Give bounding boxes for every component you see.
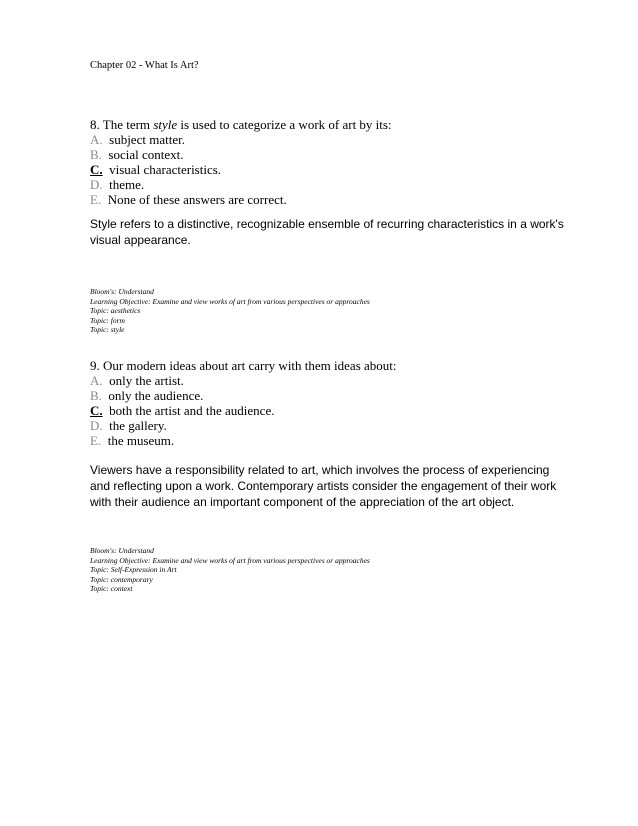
- metadata-8: [90, 287, 590, 335]
- question-9: [90, 358, 590, 448]
- option-text: only the artist.: [109, 373, 184, 388]
- meta-line: Topic: contemporary: [90, 574, 153, 584]
- meta-line: Topic: Self-Expression in Art: [90, 565, 177, 574]
- option-text: the museum.: [107, 433, 175, 448]
- option-text: the gallery.: [109, 418, 167, 433]
- option-d: [90, 418, 590, 433]
- question-stem: 9. Our modern ideas about art carry with them ideas about:: [90, 358, 397, 373]
- explanation-9: Viewers have a responsibility related to art, which involves the process of experiencing and reflecting upon a work. Contemporary artists consider the engagement of their work with their audience an important component of the appreciation of the art object.: [90, 463, 557, 509]
- option-letter: E.: [90, 433, 102, 448]
- option-letter: A.: [90, 132, 103, 147]
- option-text: social context.: [108, 147, 184, 162]
- option-letter-correct: C.: [90, 162, 103, 177]
- option-c-correct: [90, 162, 590, 177]
- option-text: visual characteristics.: [109, 162, 222, 177]
- metadata-9: [90, 546, 590, 594]
- meta-line: Bloom's: Understand: [90, 546, 154, 555]
- option-b: [90, 388, 590, 403]
- option-letter: A.: [90, 373, 103, 388]
- option-e: [90, 192, 590, 207]
- option-text: None of these answers are correct.: [107, 192, 287, 207]
- option-e: [90, 433, 590, 448]
- stem-text: is used to categorize a work of art by its:: [177, 117, 392, 132]
- option-text: subject matter.: [109, 132, 185, 147]
- meta-line: Learning Objective: Examine and view works of art from various perspectives or approaches: [90, 555, 370, 565]
- question-8: [90, 117, 590, 207]
- option-text: only the audience.: [108, 388, 204, 403]
- option-a: [90, 373, 590, 388]
- option-b: [90, 147, 590, 162]
- option-c-correct: [90, 403, 590, 418]
- option-letter: D.: [90, 177, 103, 192]
- option-letter: E.: [90, 192, 102, 207]
- option-text: theme.: [109, 177, 145, 192]
- explanation-8: Style refers to a distinctive, recognizable ensemble of recurring characteristics in a work's visual appearance.: [90, 217, 564, 247]
- meta-line: Topic: form: [90, 315, 125, 325]
- meta-line: Learning Objective: Examine and view works of art from various perspectives or approaches: [90, 296, 370, 306]
- option-text: both the artist and the audience.: [109, 403, 275, 418]
- meta-line: Bloom's: Understand: [90, 287, 154, 296]
- stem-term: style: [153, 117, 178, 132]
- question-stem: [90, 117, 590, 132]
- meta-line: Topic: aesthetics: [90, 306, 141, 315]
- option-d: [90, 177, 590, 192]
- option-a: [90, 132, 590, 147]
- option-letter: B.: [90, 147, 102, 162]
- option-letter: B.: [90, 388, 102, 403]
- meta-line: Topic: context: [90, 584, 133, 593]
- option-letter-correct: C.: [90, 403, 103, 418]
- option-letter: D.: [90, 418, 103, 433]
- page-header: Chapter 02 - What Is Art?: [90, 60, 199, 71]
- stem-text: 8. The term: [90, 117, 154, 132]
- meta-line: Topic: style: [90, 325, 125, 334]
